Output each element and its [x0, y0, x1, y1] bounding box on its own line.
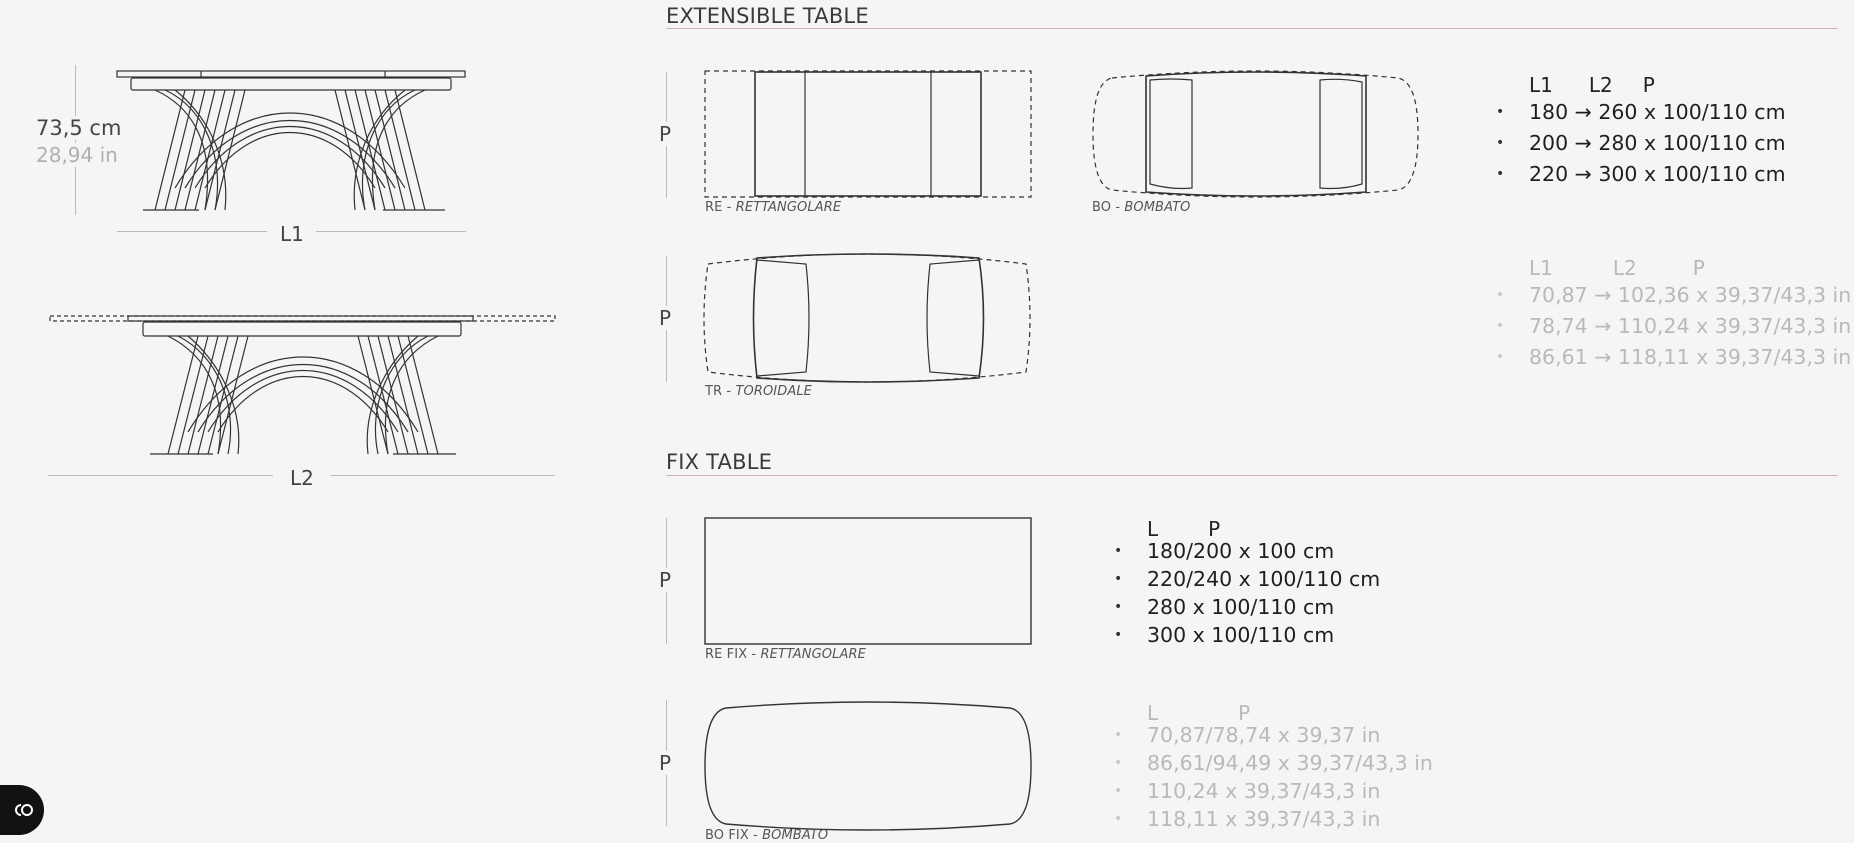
fix-dims-in	[1147, 701, 1433, 833]
shape-tr-sep: -	[722, 384, 736, 399]
shape-tr-code: TR	[705, 384, 723, 399]
shape-re-drawing	[704, 70, 1034, 200]
l1-dim-line-left	[117, 231, 267, 232]
height-cm: 73,5 cm	[36, 116, 122, 140]
shape-bo-fix-code: BO FIX	[705, 828, 749, 843]
shape-bo-fix-sep: -	[748, 828, 763, 843]
shape-re-fix-sep: -	[747, 647, 761, 662]
l2-dim-line-left	[48, 475, 273, 476]
shape-bo-code: BO	[1092, 200, 1112, 215]
p-label-bo-fix: P	[659, 751, 672, 775]
header-p: P	[1692, 256, 1705, 280]
fix-dims-cm-list	[1147, 537, 1380, 649]
shape-re-fix-drawing	[704, 516, 1034, 646]
side-view-closed-drawing	[115, 68, 475, 218]
shape-bo-fix-caption	[705, 828, 828, 843]
shape-re-fix-name: RETTANGOLARE	[760, 647, 866, 662]
shape-re-fix-code: RE FIX	[705, 647, 748, 662]
list-item: • 78,74 → 110,24 x 39,37/43,3 in	[1529, 311, 1851, 342]
list-item: • 180 → 260 x 100/110 cm	[1529, 97, 1786, 128]
list-item: • 70,87/78,74 x 39,37 in	[1147, 721, 1433, 749]
cookie-consent-icon	[9, 802, 35, 818]
fix-table-title: FIX TABLE	[666, 450, 773, 474]
l2-dim-line-right	[330, 475, 555, 476]
shape-re-caption	[705, 200, 841, 215]
header-l2: L2	[1612, 256, 1637, 280]
extensible-dims-in-list	[1529, 280, 1851, 373]
shape-tr-caption	[705, 384, 812, 399]
list-item: • 70,87 → 102,36 x 39,37/43,3 in	[1529, 280, 1851, 311]
list-item: • 118,11 x 39,37/43,3 in	[1147, 805, 1433, 833]
header-p: P	[1238, 701, 1251, 725]
shape-re-fix-caption	[705, 647, 866, 662]
shape-bo-fix-name: BOMBATO	[762, 828, 829, 843]
shape-re-code: RE	[705, 200, 723, 215]
extensible-dims-in	[1529, 256, 1851, 373]
shape-bo-fix-drawing	[704, 702, 1034, 832]
shape-bo-sep: -	[1111, 200, 1125, 215]
shape-re-name: RETTANGOLARE	[735, 200, 842, 215]
list-item: • 200 → 280 x 100/110 cm	[1529, 128, 1786, 159]
shape-bo-caption	[1092, 200, 1191, 215]
extensible-dims-cm-header	[1529, 73, 1786, 97]
header-l1: L1	[1529, 256, 1553, 280]
fix-title-rule	[666, 475, 1838, 476]
header-p: P	[1208, 517, 1221, 541]
extensible-dims-cm-list	[1529, 97, 1786, 190]
header-l: L	[1147, 517, 1159, 541]
height-line	[75, 65, 76, 215]
header-l: L	[1147, 701, 1159, 725]
header-l1: L1	[1529, 73, 1553, 97]
fix-dims-cm	[1147, 517, 1380, 649]
list-item: • 86,61 → 118,11 x 39,37/43,3 in	[1529, 342, 1851, 373]
shape-bo-drawing	[1092, 70, 1422, 200]
height-in: 28,94 in	[36, 143, 118, 167]
p-label-tr: P	[659, 306, 672, 330]
list-item: • 280 x 100/110 cm	[1147, 593, 1380, 621]
p-label-re-fix: P	[659, 568, 672, 592]
l1-label: L1	[280, 222, 304, 246]
header-l2: L2	[1588, 73, 1613, 97]
extensible-dims-in-header	[1529, 256, 1851, 280]
list-item: • 86,61/94,49 x 39,37/43,3 in	[1147, 749, 1433, 777]
extensible-dims-cm	[1529, 73, 1786, 190]
l2-label: L2	[290, 466, 314, 490]
header-p: P	[1642, 73, 1655, 97]
shape-tr-drawing	[704, 254, 1034, 384]
list-item: • 110,24 x 39,37/43,3 in	[1147, 777, 1433, 805]
height-dimension	[35, 65, 95, 215]
extensible-table-title: EXTENSIBLE TABLE	[666, 4, 869, 28]
shape-re-sep: -	[722, 200, 736, 215]
l1-dim-line-right	[316, 231, 466, 232]
extensible-title-rule	[666, 28, 1838, 29]
p-label-re: P	[659, 122, 672, 146]
list-item: • 220 → 300 x 100/110 cm	[1529, 159, 1786, 190]
shape-tr-name: TOROIDALE	[735, 384, 812, 399]
shape-bo-name: BOMBATO	[1124, 200, 1191, 215]
list-item: • 300 x 100/110 cm	[1147, 621, 1380, 649]
fix-dims-in-list	[1147, 721, 1433, 833]
list-item: • 220/240 x 100/110 cm	[1147, 565, 1380, 593]
side-view-extended-drawing	[48, 312, 558, 462]
cookie-consent-button[interactable]	[0, 785, 44, 835]
list-item: • 180/200 x 100 cm	[1147, 537, 1380, 565]
